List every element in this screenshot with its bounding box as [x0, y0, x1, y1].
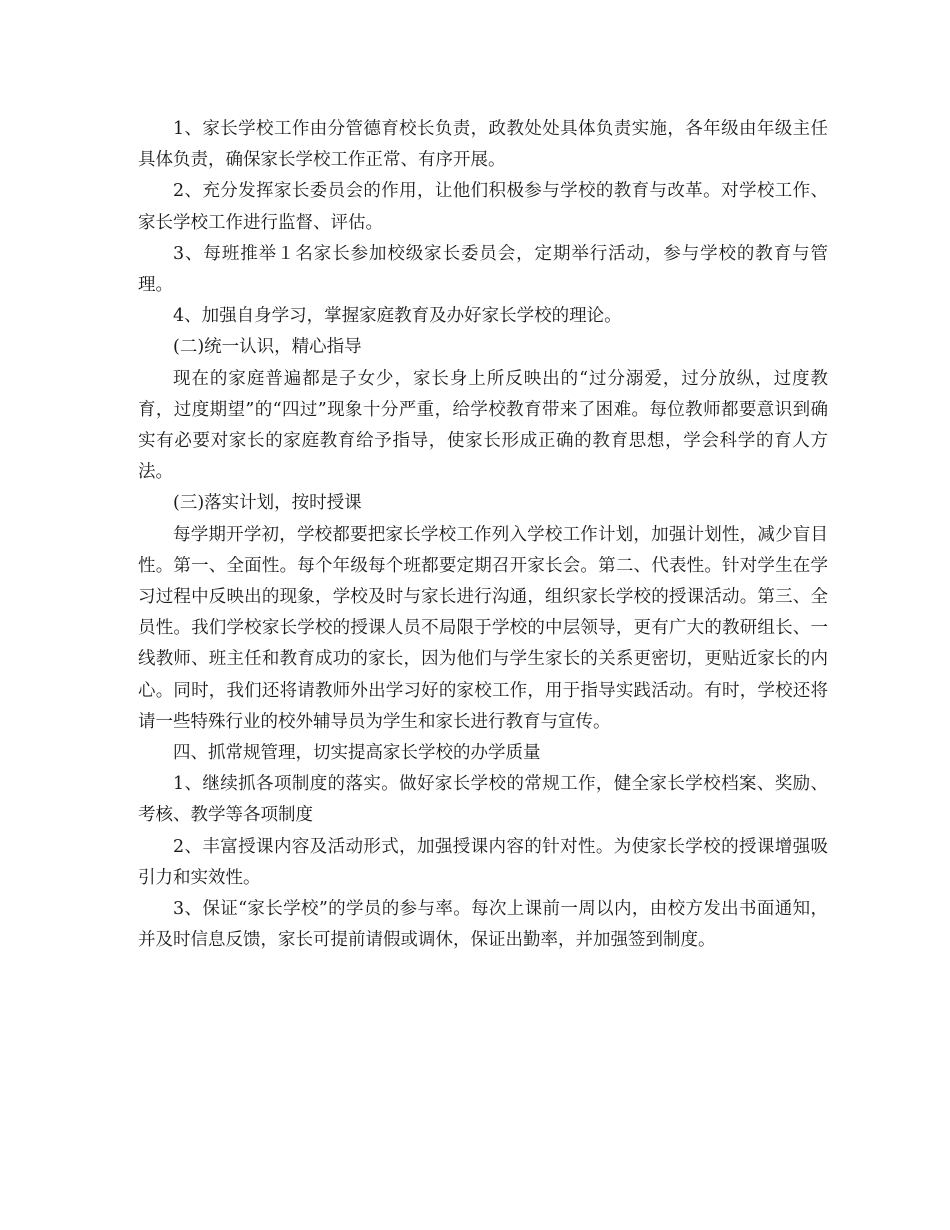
paragraph-family-education: 现在的家庭普遍都是子女少，家长身上所反映出的“过分溺爱，过分放纵，过度教育，过度期望”的“四过”现象十分严重，给学校教育带来了困难。每位教师都要意识到确实有必要对家长的家庭教育给予指导，使家长形成正确的教育思想，学会科学的育人方法。	[138, 368, 828, 483]
paragraph-semester-plan: 每学期开学初，学校都要把家长学校工作列入学校工作计划，加强计划性，减少盲目性。第一、全面性。每个年级每个班都要定期召开家长会。第二、代表性。针对学生在学习过程中反映出的现象，学校及时与家长进行沟通，组织家长学校的授课活动。第三、全员性。我们学校家长学校的授课人员不局限于学校的中层领导，更有广大的教研组长、一线教师、班主任和教育成功的家长，因为他们与学生家长的关系更密切，更贴近家长的内心。同时，我们还将请教师外出学习好的家校工作，用于指导实践活动。有时，学校还将请一些特殊行业的校外辅导员为学生和家长进行教育与宣传。	[138, 524, 828, 732]
section-heading-routine-management: 四、抓常规管理，切实提高家长学校的办学质量	[173, 743, 541, 764]
paragraph-item-3: 3、每班推举１名家长参加校级家长委员会，定期举行活动，参与学校的教育与管理。	[138, 243, 828, 296]
paragraph-item-1: 1、家长学校工作由分管德育校长负责，政教处处具体负责实施，各年级由年级主任具体负责，确保家长学校工作正常、有序开展。	[138, 119, 828, 171]
paragraph-item-2: 2、充分发挥家长委员会的作用，让他们积极参与学校的教育与改革。对学校工作、家长学校工作进行监督、评估。	[138, 181, 828, 233]
paragraph-management-2: 2、丰富授课内容及活动形式，加强授课内容的针对性。为使家长学校的授课增强吸引力和实效性。	[138, 836, 828, 888]
paragraph-item-4: 4、加强自身学习，掌握家庭教育及办好家长学校的理论。	[173, 306, 622, 327]
section-heading-unify-understanding: (二)统一认识，精心指导	[173, 337, 362, 358]
document-body	[138, 114, 828, 956]
paragraph-management-1: 1、继续抓各项制度的落实。做好家长学校的常规工作，健全家长学校档案、奖励、考核、教学等各项制度	[138, 774, 828, 826]
section-heading-implement-plan: (三)落实计划，按时授课	[173, 493, 362, 514]
paragraph-management-3: 3、保证“家长学校”的学员的参与率。每次上课前一周以内，由校方发出书面通知，并及时信息反馈，家长可提前请假或调休，保证出勤率，并加强签到制度。	[138, 899, 828, 951]
